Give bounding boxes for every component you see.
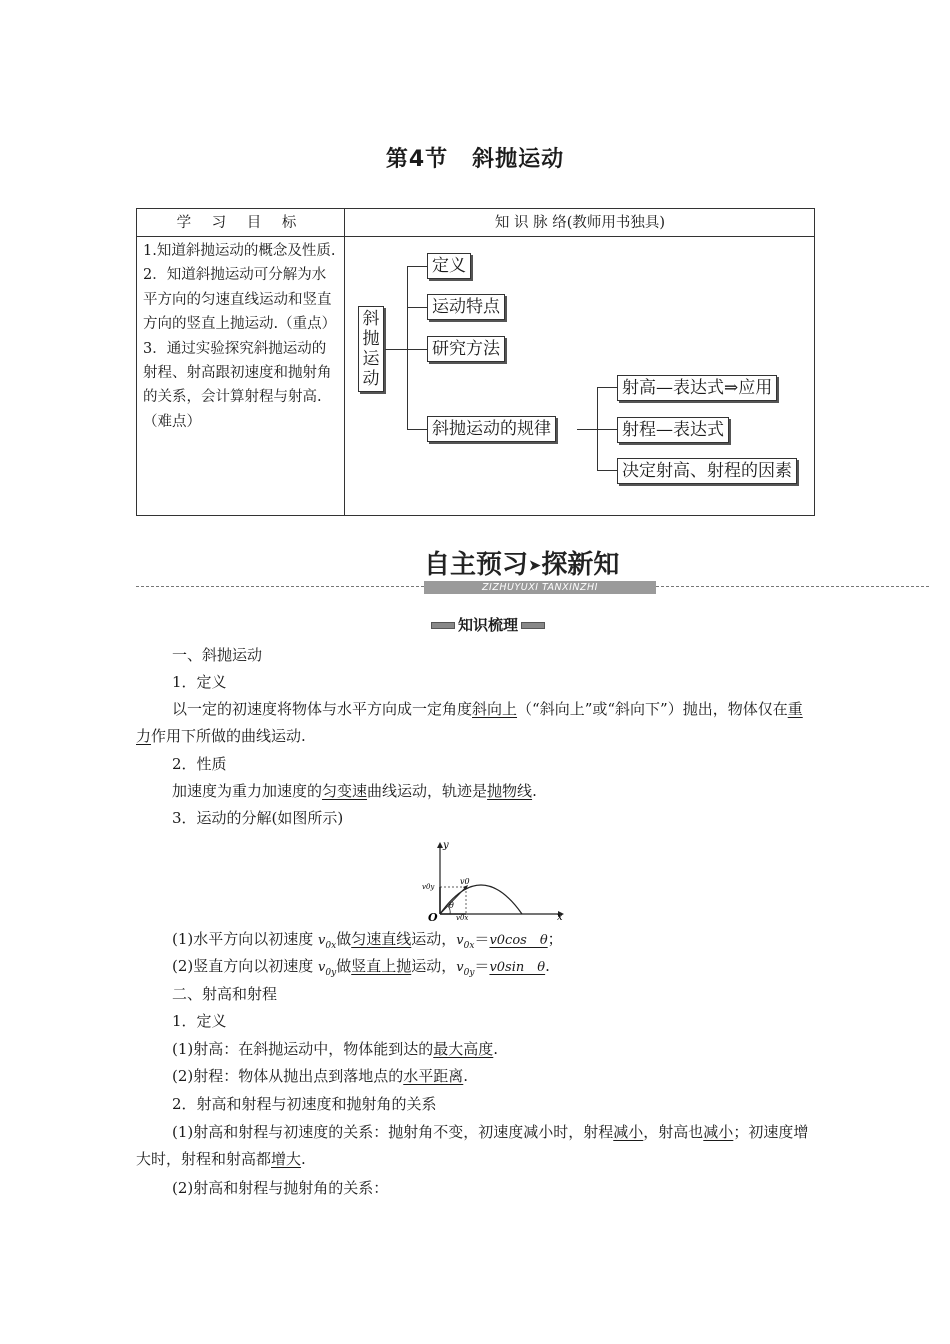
- vertical-decomposition: (2)竖直方向以初速度 $v_{0y}$做竖直上抛运动，$v_{0y}=v0\sin$ θ.: [172, 957, 550, 978]
- map-sub-range: 射程—表达式: [617, 417, 729, 443]
- objectives-header: 学 习 目 标: [176, 215, 305, 231]
- banner-title-2: 探新知: [541, 550, 620, 580]
- origin-label: O: [428, 911, 438, 922]
- map-branch-features: 运动特点: [427, 294, 505, 320]
- definition-paragraph: 以一定的初速度将物体与水平方向成一定角度斜向上（“斜向上”或“斜向下”）抛出，物体仅在重力作用下所做的曲线运动.: [136, 700, 803, 745]
- map-sub-height: 射高—表达式⇒应用: [617, 375, 777, 401]
- section-number: 第4节: [385, 147, 449, 172]
- answer-blank: 水平距离: [403, 1067, 464, 1085]
- knowledge-tag: 知识梳理: [428, 614, 548, 636]
- answer-blank: 匀变速: [322, 782, 368, 800]
- x-axis-label: x: [557, 912, 563, 922]
- answer-blank: 最大高度: [433, 1040, 494, 1058]
- section-banner: [0, 548, 950, 594]
- heading-1-3: 3．运动的分解(如图所示): [172, 809, 344, 827]
- v0y-label: v0y: [422, 883, 435, 891]
- heading-1-2: 2．性质: [172, 755, 227, 773]
- goal-item: 1.知道斜抛运动的概念及性质.: [143, 243, 336, 259]
- heading-1-1: 1．定义: [172, 673, 227, 691]
- velocity-relation: (1)射高和射程与初速度的关系：抛射角不变，初速度减小时，射程减小，射高也减小；初速度增大时，射程和射高都增大.: [136, 1123, 809, 1168]
- answer-blank: v0cos θ: [489, 933, 548, 948]
- knowledge-map-header: 知 识 脉 络(教师用书独具): [494, 215, 666, 231]
- answer-blank: 增大: [271, 1150, 302, 1168]
- knowledge-map: [344, 236, 814, 516]
- answer-blank: 竖直上抛: [351, 957, 412, 975]
- angle-relation: (2)射高和射程与抛射角的关系：: [172, 1179, 389, 1197]
- heading-2: 二、射高和射程: [172, 985, 278, 1003]
- height-definition: (1)射高：在斜抛运动中，物体能到达的最大高度.: [172, 1040, 499, 1058]
- property-paragraph: 加速度为重力加速度的匀变速曲线运动，轨迹是抛物线.: [172, 782, 537, 800]
- v0x-label: v0x: [456, 914, 469, 922]
- answer-blank: 匀速直线: [351, 930, 412, 948]
- range-definition: (2)射程：物体从抛出点到落地点的水平距离.: [172, 1067, 469, 1085]
- answer-blank: 斜向上: [472, 700, 518, 718]
- answer-blank: v0sin θ: [489, 960, 546, 975]
- heading-2-2: 2．射高和射程与初速度和抛射角的关系: [172, 1095, 437, 1113]
- answer-blank: 减小: [613, 1123, 644, 1141]
- horizontal-decomposition: (1)水平方向以初速度 $v_{0x}$做匀速直线运动，$v_{0x}=v0\cos$ θ；: [172, 930, 563, 951]
- answer-blank: 抛物线: [487, 782, 533, 800]
- theta-label: θ: [449, 901, 454, 910]
- heading-2-1: 1．定义: [172, 1012, 227, 1030]
- objectives-list: [143, 239, 340, 434]
- heading-1: 一、斜抛运动: [172, 646, 263, 664]
- arrow-icon: ➤: [528, 555, 542, 575]
- banner-title: 自主预习: [424, 550, 529, 580]
- map-branch-definition: 定义: [427, 253, 471, 279]
- y-axis-label: y: [443, 840, 449, 851]
- section-name: 斜抛运动: [472, 147, 565, 172]
- decomposition-figure: [418, 838, 568, 922]
- map-sub-factors: 决定射高、射程的因素: [617, 458, 797, 484]
- banner-pinyin: ZIZHUYUXI TANXINZHI: [424, 581, 656, 594]
- map-root: 斜抛运动: [358, 306, 384, 392]
- page-title: [0, 142, 950, 173]
- map-branch-laws: 斜抛运动的规律: [427, 416, 556, 442]
- v0-label: v0: [460, 877, 470, 886]
- answer-blank: 减小: [703, 1123, 734, 1141]
- goal-item: 2．知道斜抛运动可分解为水平方向的匀速直线运动和竖直方向的竖直上抛运动.（重点）: [143, 267, 337, 333]
- answer-blank: 重力: [136, 700, 803, 745]
- goal-item: 3．通过实验探究斜抛运动的射程、射高跟初速度和抛射角的关系，会计算射程与射高.（难点）: [143, 340, 332, 430]
- map-branch-method: 研究方法: [427, 336, 505, 362]
